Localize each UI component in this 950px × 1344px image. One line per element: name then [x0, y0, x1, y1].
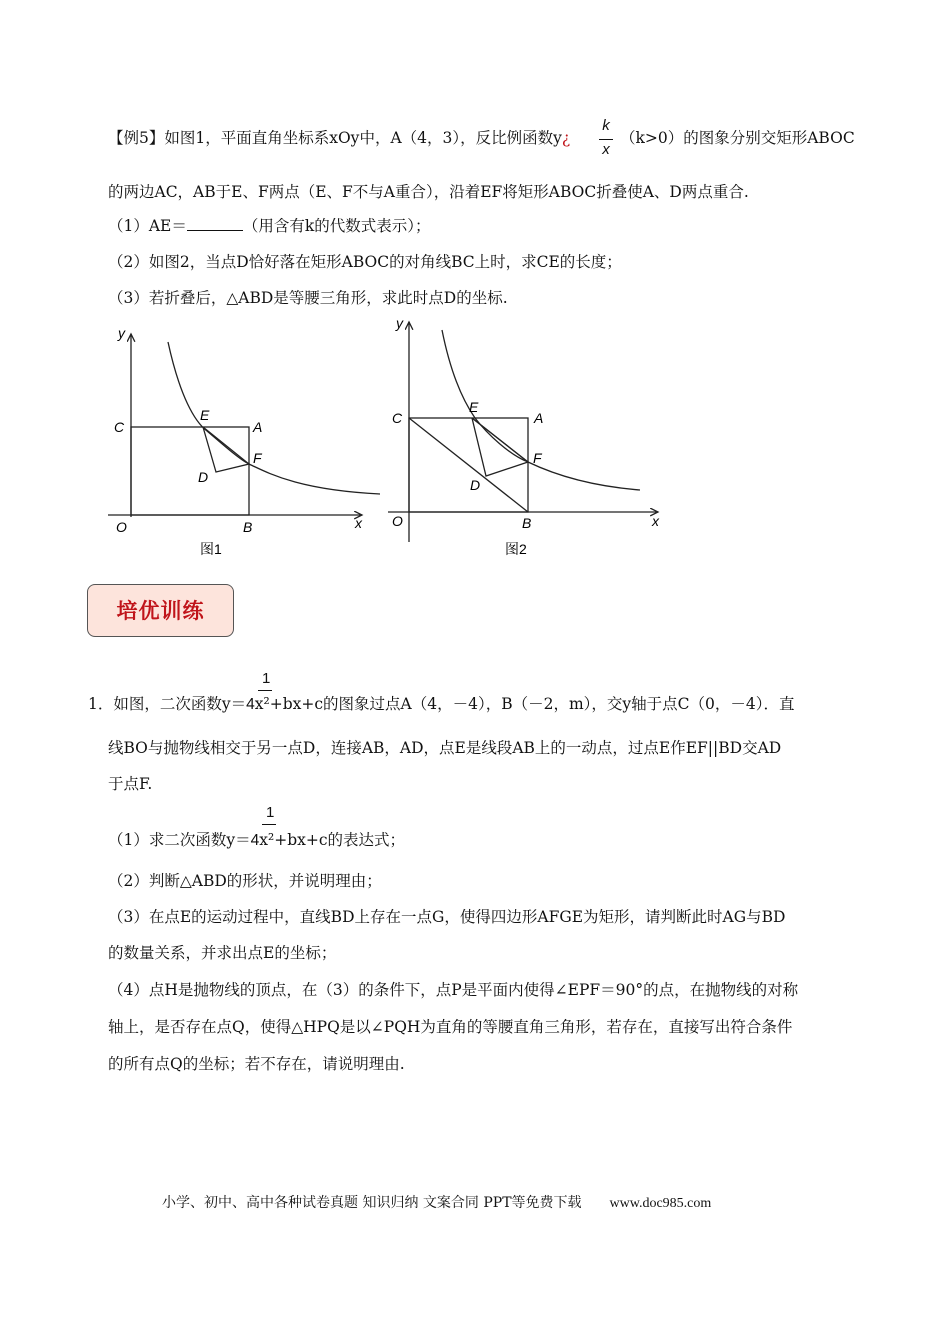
- fig1-label-x: x: [355, 515, 362, 531]
- fig1-label-f: F: [253, 450, 262, 466]
- problem1-q1-text-b: x²+bx+c的表达式；: [259, 831, 406, 849]
- figure-1: [100, 322, 390, 562]
- problem1-question-4-line-3: 的所有点Q的坐标；若不存在，请说明理由.: [108, 1055, 405, 1073]
- problem1-line-3: 于点F.: [108, 775, 153, 793]
- encoding-artifact: ¿: [561, 129, 571, 147]
- problem1-line-1-text-b: x²+bx+c的图象过点A（4，－4），B（－2，m），交y轴于点C（0，－4）．直: [254, 695, 795, 713]
- example-question-3: （3）若折叠后，△ABD是等腰三角形，求此时点D的坐标.: [108, 289, 508, 307]
- section-heading-box: [87, 584, 234, 637]
- fig2-label-a: A: [534, 410, 544, 426]
- problem1-question-4-line-1: （4）点H是抛物线的顶点，在（3）的条件下，点P是平面内使得∠EPF＝90°的点，在抛物线的对称: [108, 981, 799, 999]
- fig2-label-o: O: [392, 513, 403, 529]
- problem1-line-1: [88, 694, 794, 715]
- fig1-label-d: D: [198, 469, 209, 485]
- fig2-label-b: B: [522, 515, 532, 531]
- fig1-caption: 图1: [200, 541, 222, 557]
- page-footer: [162, 1192, 711, 1212]
- example-line-2: 的两边AC，AB于E、F两点（E、F不与A重合），沿着EF将矩形ABOC折叠使A、D两点重合.: [108, 183, 749, 201]
- problem1-line-1-text-a: 1．如图，二次函数y＝: [88, 695, 247, 713]
- problem1-fraction-denominator: 4: [246, 696, 255, 713]
- footer-text: 小学、初中、高中各种试卷真题 知识归纳 文案合同 PPT等免费下载: [162, 1195, 582, 1211]
- answer-blank: [187, 216, 243, 231]
- fig2-label-e: E: [469, 399, 479, 415]
- fig2-label-c: C: [392, 410, 403, 426]
- fig1-rectangle-aboc: [131, 427, 249, 515]
- fig2-label-d: D: [470, 477, 481, 493]
- fig2-label-x: x: [652, 513, 659, 529]
- fig2-caption: 图2: [505, 541, 527, 557]
- problem1-fraction-numerator: 1: [262, 670, 271, 687]
- problem1-question-3-line-1: （3）在点E的运动过程中，直线BD上存在一点G，使得四边形AFGE为矩形，请判断此时AG与BD: [108, 908, 786, 926]
- example-line-1-b: [620, 128, 855, 148]
- problem1-question-1: [108, 830, 405, 851]
- fig2-label-y: y: [396, 315, 403, 331]
- problem1-question-3-line-2: 的数量关系，并求出点E的坐标；: [108, 944, 337, 962]
- example-line-1-text-a: 如图1，平面直角坐标系xOy中，A（4，3），反比例函数y: [164, 129, 562, 147]
- problem1-q1-fraction-denominator: 4: [250, 832, 260, 849]
- example-fraction-numerator: k: [602, 117, 610, 134]
- problem1-q1-text-a: （1）求二次函数y＝: [108, 831, 251, 849]
- fig1-label-b: B: [243, 519, 253, 535]
- problem1-line-2: 线BO与抛物线相交于另一点D，连接AB，AD，点E是线段AB上的一动点，过点E作EF||BD交AD: [108, 739, 782, 757]
- example-q1-text-a: （1）AE＝: [108, 217, 187, 235]
- fig1-label-e: E: [200, 407, 210, 423]
- fig2-label-f: F: [533, 450, 542, 466]
- fig2-diagonal-bc: [409, 418, 528, 512]
- fig1-label-o: O: [116, 519, 127, 535]
- problem1-q1-fraction-bar: [262, 824, 276, 825]
- problem1-question-4-line-2: 轴上，是否存在点Q，使得△HPQ是以∠PQH为直角的等腰直角三角形，若存在，直接写出符合条件: [108, 1018, 793, 1036]
- footer-url[interactable]: www.doc985.com: [609, 1196, 712, 1211]
- problem1-fraction-bar: [258, 690, 272, 691]
- section-title: 培优训练: [116, 599, 205, 623]
- example-line-1: [108, 128, 570, 148]
- fig1-label-y: y: [118, 325, 125, 341]
- fig2-fold-triangle: [472, 418, 528, 476]
- problem1-q1-fraction-numerator: 1: [266, 804, 275, 821]
- example-fraction-bar: [599, 139, 613, 140]
- example-fraction-denominator: x: [602, 141, 610, 158]
- example-label: 【例5】: [108, 129, 165, 147]
- example-question-1: [108, 216, 431, 236]
- fig1-label-a: A: [253, 419, 263, 435]
- example-q1-text-b: （用含有k的代数式表示）；: [242, 217, 431, 235]
- example-question-2: （2）如图2，当点D恰好落在矩形ABOC的对角线BC上时，求CE的长度；: [108, 253, 622, 271]
- fig1-label-c: C: [114, 419, 125, 435]
- example-line-1-text-b: （k>0）的图象分别交矩形ABOC: [620, 129, 855, 147]
- figure-2: [380, 310, 670, 562]
- problem1-question-2: （2）判断△ABD的形状，并说明理由；: [108, 872, 382, 890]
